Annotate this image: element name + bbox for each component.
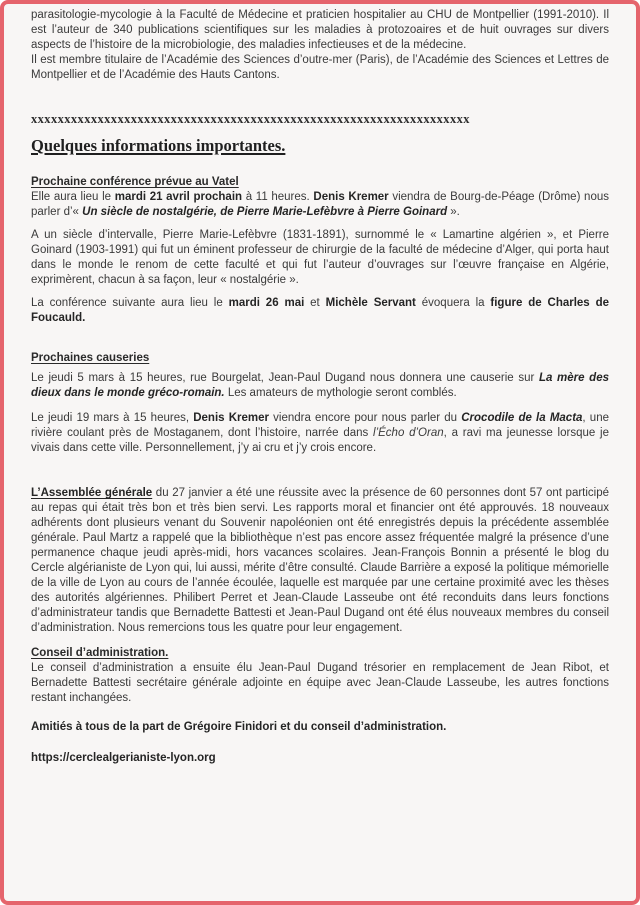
spacer bbox=[31, 83, 609, 111]
text-segment: Les amateurs de mythologie seront comblés. bbox=[224, 387, 457, 399]
text-segment: et bbox=[304, 297, 326, 309]
text-segment: ». bbox=[447, 206, 460, 218]
text-segment: figure de Charles de Foucauld. bbox=[31, 297, 609, 324]
text-segment: Amitiés à tous de la part de Grégoire Finidori et du conseil d’administration. bbox=[31, 721, 447, 733]
spacer bbox=[31, 288, 609, 296]
x-separator-line: xxxxxxxxxxxxxxxxxxxxxxxxxxxxxxxxxxxxxxxxxxxxxxxxxxxxxxxxxxxxxxxxxx bbox=[31, 112, 470, 126]
causerie-5-mars-paragraph bbox=[31, 371, 609, 401]
text-segment: A un siècle d’intervalle, Pierre Marie-Lefèbvre (1831-1891), surnommé le « Lamartine algérien », et Pierre Goinard (1903-1991) qui fut un éminent professeur de chirurgie de la faculté de médecine d’Alger, qui porta haut dans le monde le renom de cette faculté et qui fut l’auteur d’ouvrages sur l’œuvre française en Algérie, exprimèrent, chacun à sa façon, leur « nostalgérie ». bbox=[31, 229, 609, 286]
text-segment: viendra encore pour nous parler du bbox=[268, 412, 462, 424]
text-segment: l’Écho d’Oran bbox=[373, 427, 444, 439]
spacer bbox=[31, 735, 609, 751]
text-segment: Le jeudi 5 mars à 15 heures, rue Bourgelat, Jean-Paul Dugand nous donnera une causerie sur bbox=[31, 372, 539, 384]
spacer bbox=[31, 636, 609, 646]
conseil-administration-paragraph bbox=[31, 661, 609, 706]
intro-biography-paragraph bbox=[31, 8, 609, 53]
text-segment: La conférence suivante aura lieu le bbox=[31, 297, 229, 309]
spacer bbox=[31, 127, 609, 135]
text-segment: mardi 21 avril prochain bbox=[114, 191, 243, 203]
text-segment: La mère des dieux dans le monde gréco-romain. bbox=[31, 372, 609, 399]
text-segment: Elle aura lieu le bbox=[31, 191, 115, 203]
spacer bbox=[31, 456, 609, 486]
website-url bbox=[31, 751, 609, 766]
subheading-causeries: Prochaines causeries bbox=[31, 352, 150, 364]
spacer bbox=[31, 706, 609, 720]
text-segment: Il est membre titulaire de l’Académie des Sciences d’outre-mer (Paris), de l’Académie des Sciences et Lettres de Montpellier et de l’Académie des Hauts Cantons. bbox=[31, 54, 609, 81]
text-segment: Un siècle de nostalgérie, de Pierre Marie-Lefèbvre à Pierre Goinard bbox=[82, 206, 448, 218]
text-segment: Le conseil d’administration a ensuite élu Jean-Paul Dugand trésorier en remplacement de Jean Ribot, et Bernadette Battesti secrétaire générale adjointe en équipe avec Jean-Claude Lasseube, les autres fonctions restant inchangées. bbox=[31, 662, 609, 704]
conference-vatel-paragraph bbox=[31, 190, 609, 220]
text-segment: à 11 heures. bbox=[242, 191, 314, 203]
text-segment: du 27 janvier a été une réussite avec la présence de 60 personnes dont 57 ont participé au repas qui était très bon et très bien servi. Les rapports moral et financier ont été approuvés. 18 nouveaux adhérents dont plusieurs venant du Souvenir napoléonien ont été enregistrés depuis la précédente assemblée générale. Paul Martz a rappelé que la bibliothèque n’est pas encore assez fréquentée malgré la présence d’une permanence chaque jeudi après-midi, hors vacances scolaires. Jean-François Bonnin a présenté le blog du Cercle algérianiste de Lyon qui, lui aussi, mérite d’être consulté. Claude Barrière a exposé la politique mémorielle de la ville de Lyon au cours de l’année écoulée, laquelle est marquée par une certaine proximité avec les thèses des autorités algériennes. Philibert Perret et Jean-Claude Lasseube ont été reconduits dans leurs fonctions d’administrateur tandis que Bernadette Battesti et Jean-Paul Dugand ont été élus nouveaux membres du conseil d’administration. Nous remercions tous les quatre pour leur engagement. bbox=[31, 487, 610, 634]
text-segment: L’Assemblée générale bbox=[31, 487, 153, 499]
document-content bbox=[4, 4, 636, 901]
text-segment: https://cerclealgerianiste-lyon.org bbox=[31, 752, 216, 764]
text-segment: , une rivière coulant près de Mostaganem, dont l’histoire, narrée dans bbox=[31, 412, 609, 439]
spacer bbox=[31, 220, 609, 228]
text-segment: Crocodile de la Macta bbox=[461, 412, 583, 424]
assemblee-generale-paragraph bbox=[31, 486, 609, 636]
text-segment: , a ravi ma jeunesse lorsque je vivais dans cette ville. Personnellement, j’y ai cru et j’y crois encore. bbox=[31, 427, 609, 454]
siecle-intervalle-paragraph bbox=[31, 228, 609, 288]
conference-suivante-paragraph bbox=[31, 296, 609, 326]
spacer bbox=[31, 326, 609, 351]
text-segment: Le jeudi 19 mars à 15 heures, bbox=[31, 412, 194, 424]
text-segment: Michèle Servant bbox=[325, 297, 416, 309]
spacer bbox=[31, 157, 609, 175]
text-segment: viendra de Bourg-de-Péage (Drôme) nous parler d’« bbox=[31, 191, 609, 218]
text-segment: mardi 26 mai bbox=[228, 297, 305, 309]
amities-closing-paragraph bbox=[31, 720, 609, 735]
text-segment: Denis Kremer bbox=[193, 412, 269, 424]
subheading-conseil-administration: Conseil d’administration. bbox=[31, 647, 169, 659]
causerie-19-mars-paragraph bbox=[31, 411, 609, 456]
text-segment: Denis Kremer bbox=[313, 191, 389, 203]
text-segment: évoquera la bbox=[415, 297, 491, 309]
main-heading: Quelques informations importantes. bbox=[31, 136, 286, 155]
text-segment: parasitologie-mycologie à la Faculté de Médecine et praticien hospitalier au CHU de Montpellier (1991-2010). Il est l’auteur de 340 publications scientifiques sur les maladies à protozoaires et de huit ouvrages sur divers aspects de l’histoire de la microbiologie, des maladies infectieuses et de la médecine. bbox=[31, 9, 609, 51]
subheading-conference-vatel: Prochaine conférence prévue au Vatel bbox=[31, 176, 239, 188]
spacer bbox=[31, 401, 609, 411]
academies-paragraph bbox=[31, 53, 609, 83]
